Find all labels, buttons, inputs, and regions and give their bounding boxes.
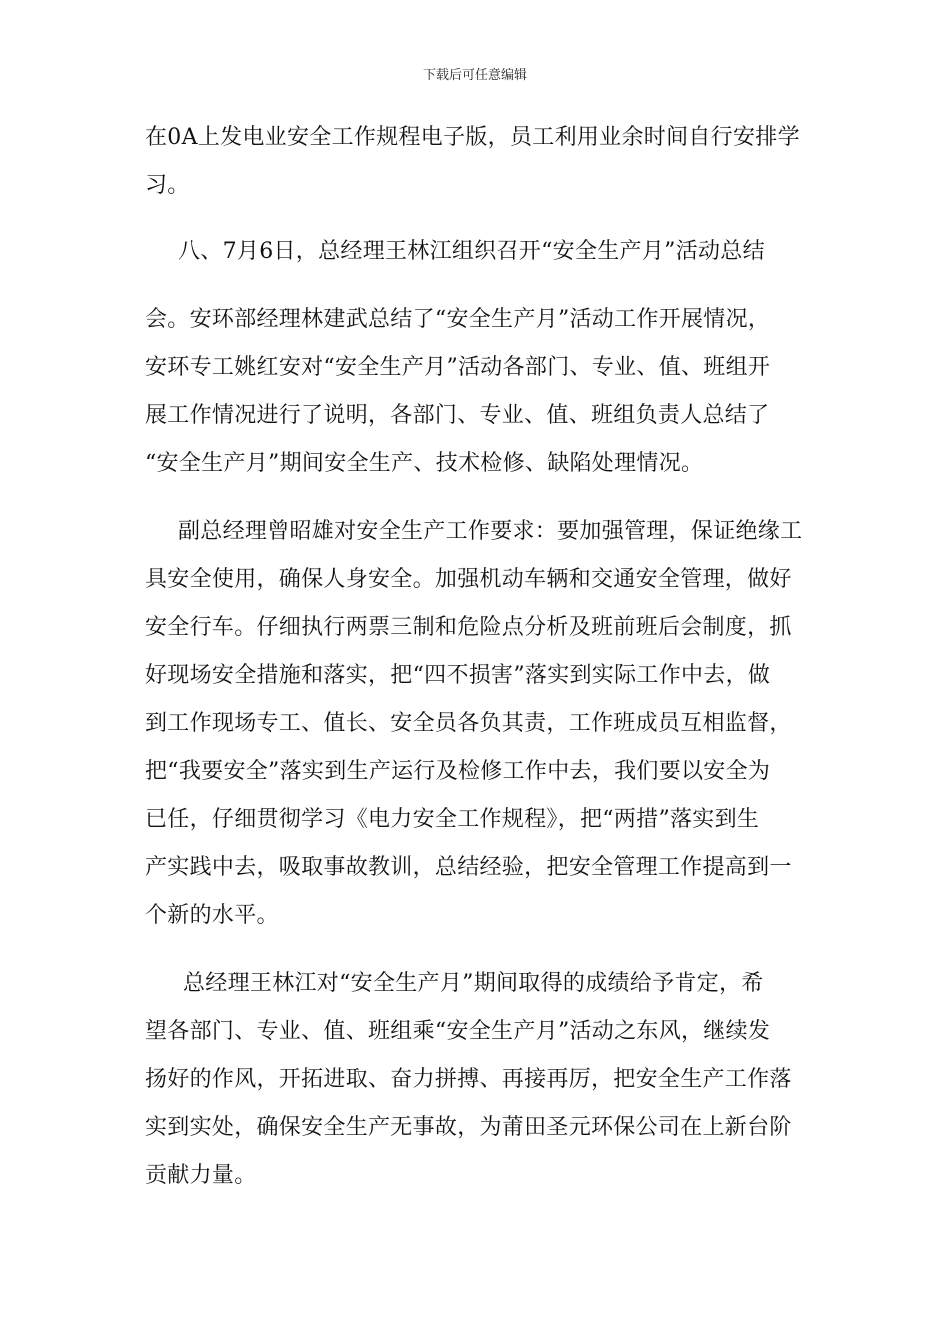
text-line: 习。 (145, 173, 190, 198)
text-line: 已任，仔细贯彻学习《电力安全工作规程》，把“两措”落实到生 (145, 807, 760, 832)
text-line: 总经理王林江对“安全生产月”期间取得的成绩给予肯定，希 (183, 971, 764, 996)
text-line: 好现场安全措施和落实，把“四不损害”落实到实际工作中去，做 (145, 663, 771, 688)
document-body (145, 114, 817, 1200)
paragraph-5 (145, 960, 817, 1200)
text-line: 把“我要安全”落实到生产运行及检修工作中去，我们要以安全为 (145, 759, 771, 784)
text-line: 具安全使用，确保人身安全。加强机动车辆和交通安全管理，做好 (145, 567, 792, 592)
text-line: 望各部门、专业、值、班组乘“安全生产月”活动之东风，继续发 (145, 1019, 771, 1044)
text-line: 展工作情况进行了说明，各部门、专业、值、班组负责人总结了 (145, 403, 770, 428)
text-line: 安全行车。仔细执行两票三制和危险点分析及班前班后会制度，抓 (145, 615, 792, 640)
text-line: 八、7月6日，总经理王林江组织召开“安全生产月”活动总结 (178, 239, 765, 264)
text-line: 在0A上发电业安全工作规程电子版，员工利用业余时间自行安排学 (145, 125, 800, 150)
text-line: 个新的水平。 (145, 903, 279, 928)
text-line: 会。安环部经理林建武总结了“安全生产月”活动工作开展情况， (145, 307, 771, 332)
text-line: 扬好的作风，开拓进取、奋力拼搏、再接再厉，把安全生产工作落 (145, 1067, 792, 1092)
paragraph-1 (145, 114, 817, 210)
text-line: 到工作现场专工、值长、安全员各负其责，工作班成员互相监督， (145, 711, 792, 736)
paragraph-4 (145, 508, 817, 940)
text-line: 贡献力量。 (145, 1163, 257, 1188)
text-line: 产实践中去，吸取事故教训，总结经验，把安全管理工作提高到一 (145, 855, 792, 880)
text-line: 实到实处，确保安全生产无事故，为莆田圣元环保公司在上新台阶 (145, 1115, 792, 1140)
text-line: 副总经理曾昭雄对安全生产工作要求：要加强管理，保证绝缘工 (178, 519, 803, 544)
text-line: “安全生产月”期间安全生产、技术检修、缺陷处理情况。 (145, 451, 704, 476)
text-line: 安环专工姚红安对“安全生产月”活动各部门、专业、值、班组开 (145, 355, 771, 380)
paragraph-3 (145, 296, 817, 488)
page-header: 下载后可任意编辑 (422, 68, 527, 83)
paragraph-2 (145, 228, 817, 276)
